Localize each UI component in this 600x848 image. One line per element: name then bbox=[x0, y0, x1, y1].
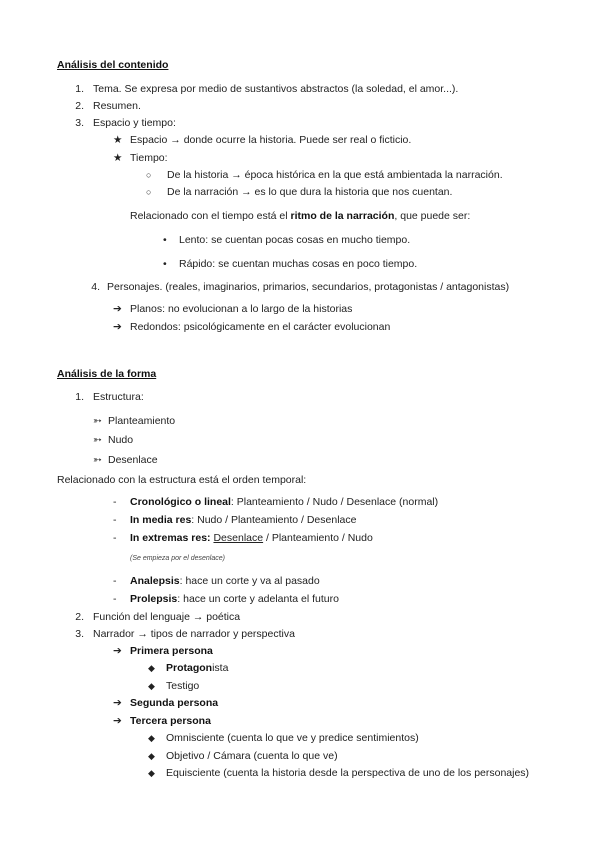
diamond-bullet-icon: ◆ bbox=[148, 663, 155, 673]
sublist-tiempo: Tiempo: bbox=[130, 152, 168, 164]
list-number: 2. bbox=[75, 100, 84, 112]
feather-arrow-icon: ➳ bbox=[93, 434, 102, 446]
sublist-historia: De la historia → época histórica en la que está ambientada la narración. bbox=[167, 169, 503, 181]
list-item-resumen: Resumen. bbox=[93, 100, 141, 112]
orden-temporal-paragraph: Relacionado con la estructura está el orden temporal: bbox=[57, 474, 307, 486]
sublist-planos: Planos: no evolucionan a lo largo de la historias bbox=[130, 303, 353, 315]
narrador-omnisciente: Omnisciente (cuenta lo que ve y predice sentimientos) bbox=[166, 732, 419, 744]
star-bullet-icon: ★ bbox=[113, 152, 123, 164]
list-number: 3. bbox=[75, 628, 84, 640]
list-number: 1. bbox=[75, 391, 84, 403]
circle-bullet-icon: ○ bbox=[146, 170, 152, 180]
narrador-primera-persona: Primera persona bbox=[130, 645, 213, 657]
dash-bullet: - bbox=[113, 532, 117, 544]
diamond-bullet-icon: ◆ bbox=[148, 751, 155, 761]
sublist-redondos: Redondos: psicológicamente en el carácter evolucionan bbox=[130, 321, 391, 333]
feather-arrow-icon: ➳ bbox=[93, 454, 102, 466]
narrador-tercera-persona: Tercera persona bbox=[130, 715, 211, 727]
dot-bullet-icon: • bbox=[163, 234, 167, 246]
arrow-bullet-icon: ➔ bbox=[113, 715, 122, 727]
narrador-testigo: Testigo bbox=[166, 680, 200, 692]
section-title-forma: Análisis de la forma bbox=[57, 368, 157, 380]
list-number: 2. bbox=[75, 611, 84, 623]
narrador-equisciente: Equisciente (cuenta la historia desde la perspectiva de uno de los personajes) bbox=[166, 767, 530, 779]
arrow-bullet-icon: ➔ bbox=[113, 645, 122, 657]
narrador-objetivo: Objetivo / Cámara (cuenta lo que ve) bbox=[166, 750, 338, 762]
sublist-nudo: Nudo bbox=[108, 434, 134, 446]
feather-arrow-icon: ➳ bbox=[93, 415, 102, 427]
list-item-narrador: Narrador → tipos de narrador y perspectiva bbox=[93, 628, 295, 640]
dash-bullet: - bbox=[113, 593, 117, 605]
list-item-tema: Tema. Se expresa por medio de sustantivos abstractos (la soledad, el amor...). bbox=[93, 83, 459, 95]
arrow-bullet-icon: ➔ bbox=[113, 321, 122, 333]
sublist-planteamiento: Planteamiento bbox=[108, 415, 176, 427]
orden-prolepsis: Prolepsis: hace un corte y adelanta el futuro bbox=[130, 593, 339, 605]
sublist-narracion: De la narración → es lo que dura la historia que nos cuentan. bbox=[167, 186, 453, 198]
circle-bullet-icon: ○ bbox=[146, 187, 152, 197]
list-item-estructura: Estructura: bbox=[93, 391, 144, 403]
list-item-personajes: Personajes. (reales, imaginarios, primarios, secundarios, protagonistas / antagonistas) bbox=[107, 281, 510, 293]
dash-bullet: - bbox=[113, 514, 117, 526]
sublist-lento: Lento: se cuentan pocas cosas en mucho tiempo. bbox=[179, 234, 411, 246]
list-number: 4. bbox=[91, 281, 100, 293]
orden-analepsis: Analepsis: hace un corte y va al pasado bbox=[130, 575, 320, 587]
list-item-espacio-tiempo: Espacio y tiempo: bbox=[93, 117, 176, 129]
arrow-bullet-icon: ➔ bbox=[113, 697, 122, 709]
dot-bullet-icon: • bbox=[163, 258, 167, 270]
orden-extremas-res: In extremas res: Desenlace / Planteamiento / Nudo bbox=[130, 532, 373, 544]
diamond-bullet-icon: ◆ bbox=[148, 733, 155, 743]
star-bullet-icon: ★ bbox=[113, 134, 123, 146]
arrow-bullet-icon: ➔ bbox=[113, 303, 122, 315]
extremas-note: (Se empieza por el desenlace) bbox=[130, 555, 225, 562]
list-item-funcion-lenguaje: Función del lenguaje → poética bbox=[93, 611, 241, 623]
orden-cronologico: Cronológico o lineal: Planteamiento / Nudo / Desenlace (normal) bbox=[130, 496, 439, 508]
dash-bullet: - bbox=[113, 496, 117, 508]
sublist-desenlace: Desenlace bbox=[108, 454, 158, 466]
diamond-bullet-icon: ◆ bbox=[148, 768, 155, 778]
orden-media-res: In media res: Nudo / Planteamiento / Desenlace bbox=[130, 514, 357, 526]
list-number: 1. bbox=[75, 83, 84, 95]
dash-bullet: - bbox=[113, 575, 117, 587]
diamond-bullet-icon: ◆ bbox=[148, 681, 155, 691]
sublist-rapido: Rápido: se cuentan muchas cosas en poco tiempo. bbox=[179, 258, 418, 270]
list-number: 3. bbox=[75, 117, 84, 129]
ritmo-paragraph: Relacionado con el tiempo está el ritmo de la narración, que puede ser: bbox=[130, 210, 471, 222]
section-title-contenido: Análisis del contenido bbox=[57, 59, 169, 71]
narrador-segunda-persona: Segunda persona bbox=[130, 697, 219, 709]
narrador-protagonista: Protagonista bbox=[166, 662, 229, 674]
sublist-espacio: Espacio → donde ocurre la historia. Puede ser real o ficticio. bbox=[130, 134, 412, 146]
